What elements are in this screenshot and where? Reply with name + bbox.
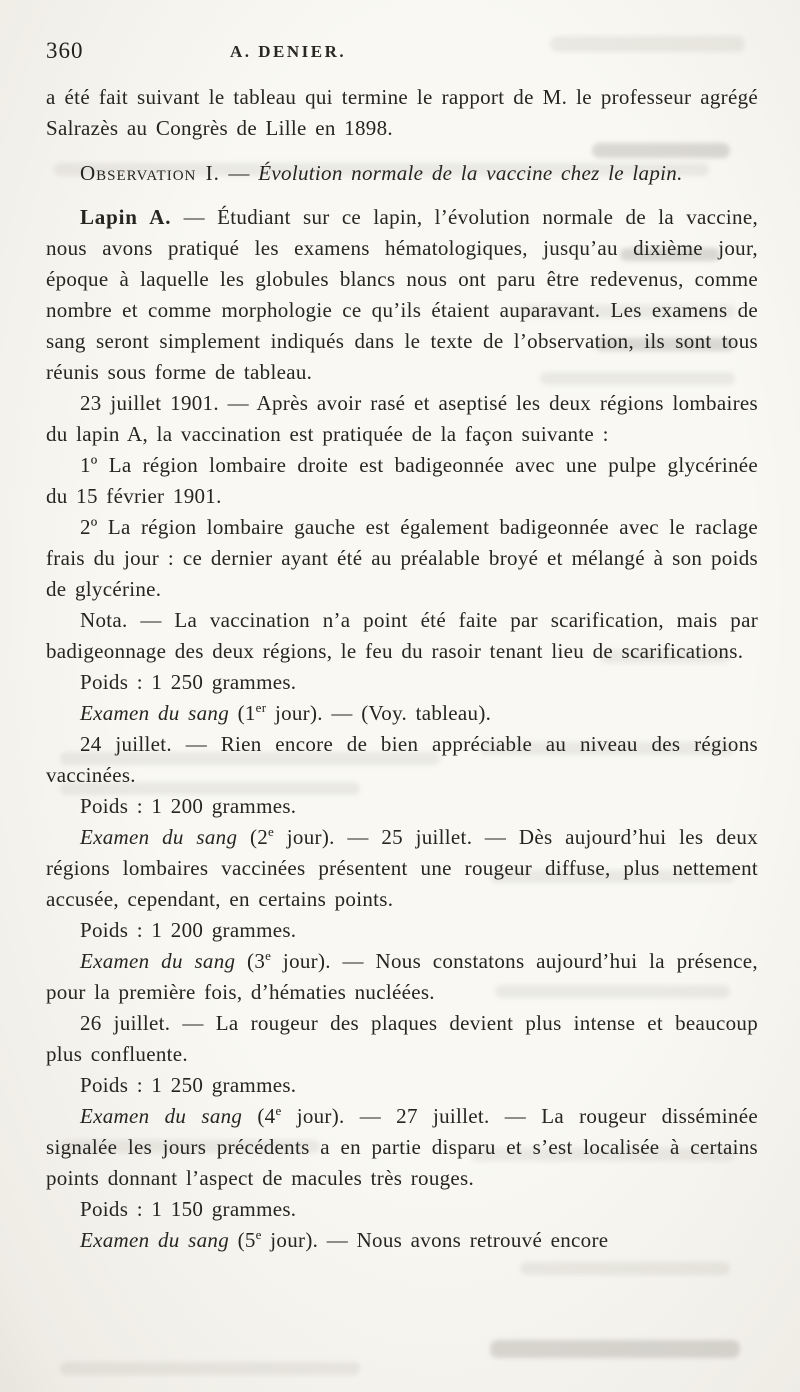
lapin-a-text: — Étudiant sur ce lapin, l’évolution normale de la vaccine, nous avons pratiqué les examens hématologiques, jusqu’au dixième jour, époque à laquelle les globules blancs nous ont paru être redevenus, comme nombre et comme morphologie ce qu’ils étaient auparavant. Les examens de sang seront simplement indiqués dans le texte de l’observation, ils sont tous réunis sous forme de tableau. bbox=[46, 205, 758, 384]
page-number: 360 bbox=[46, 38, 84, 63]
paragraph-examen-1 bbox=[46, 698, 758, 729]
examen-pre: (2 bbox=[237, 825, 269, 849]
paragraph-23-juillet: 23 juillet 1901. — Après avoir rasé et aseptisé les deux régions lombaires du lapin A, la vaccination est pratiquée de la façon suivante : bbox=[46, 391, 758, 446]
examen-ordinal-sup: e bbox=[265, 948, 272, 963]
examen-label: Examen du sang bbox=[80, 1228, 230, 1252]
page-header bbox=[46, 38, 756, 68]
paragraph-examen-4 bbox=[46, 1101, 758, 1194]
examen-pre: (1 bbox=[229, 701, 256, 725]
examen-pre: (3 bbox=[235, 949, 266, 973]
examen-label: Examen du sang bbox=[80, 825, 238, 849]
paragraph-examen-3 bbox=[46, 946, 758, 1008]
paragraph-poids-5: Poids : 1 150 grammes. bbox=[80, 1197, 297, 1221]
examen-text: jour). — 25 juillet. — Dès aujourd’hui les deux régions lombaires vaccinées présentent une rougeur diffuse, plus nettement accusée, cependant, en certains points. bbox=[46, 825, 758, 911]
paragraph-intro: a été fait suivant le tableau qui termine le rapport de M. le professeur agrégé Salrazès au Congrès de Lille en 1898. bbox=[46, 85, 758, 140]
paragraph-lapin-a bbox=[46, 202, 758, 388]
examen-ordinal-sup: e bbox=[268, 824, 275, 839]
paragraph-examen-5 bbox=[46, 1225, 758, 1256]
paragraph-poids-4: Poids : 1 250 grammes. bbox=[80, 1073, 297, 1097]
examen-text: jour). — 27 juillet. — La rougeur disséminée signalée les jours précédents a en partie disparu et s’est localisée à certains points donnant l’aspect de macules très rouges. bbox=[46, 1104, 758, 1190]
lapin-a-label: Lapin A. bbox=[80, 205, 172, 229]
bleedthrough-smudge bbox=[490, 1340, 740, 1358]
examen-ordinal-sup: er bbox=[255, 700, 267, 715]
paragraph-nota: Nota. — La vaccination n’a point été faite par scarification, mais par badigeonnage des deux régions, le feu du rasoir tenant lieu de scarifications. bbox=[46, 608, 758, 663]
examen-pre: (5 bbox=[229, 1228, 256, 1252]
paragraph-item-2: 2º La région lombaire gauche est également badigeonnée avec le raclage frais du jour : ce dernier ayant été au préalable broyé et mélangé à son poids de glycérine. bbox=[46, 515, 758, 601]
running-title: A. DENIER. bbox=[230, 42, 347, 61]
examen-label: Examen du sang bbox=[80, 1104, 243, 1128]
paragraph-poids-1: Poids : 1 250 grammes. bbox=[80, 670, 297, 694]
examen-label: Examen du sang bbox=[80, 701, 230, 725]
bleedthrough-smudge bbox=[60, 1362, 360, 1375]
examen-text: jour). — Nous constatons aujourd’hui la présence, pour la première fois, d’hématies nucléées. bbox=[46, 949, 758, 1004]
observation-label: Observation I. bbox=[80, 161, 220, 185]
paragraph-poids-3: Poids : 1 200 grammes. bbox=[80, 918, 297, 942]
paragraph-24-juillet: 24 juillet. — Rien encore de bien appréciable au niveau des régions vaccinées. bbox=[46, 732, 758, 787]
examen-pre: (4 bbox=[242, 1104, 276, 1128]
paragraph-item-1: 1º La région lombaire droite est badigeonnée avec une pulpe glycérinée du 15 février 1901. bbox=[46, 453, 758, 508]
examen-ordinal-sup: e bbox=[255, 1227, 262, 1242]
page-body bbox=[46, 82, 758, 1256]
examen-text: jour). — (Voy. tableau). bbox=[266, 701, 492, 725]
paragraph-poids-2: Poids : 1 200 grammes. bbox=[80, 794, 297, 818]
observation-heading bbox=[46, 158, 758, 189]
bleedthrough-smudge bbox=[520, 1262, 730, 1275]
paragraph-26-juillet: 26 juillet. — La rougeur des plaques devient plus intense et beaucoup plus confluente. bbox=[46, 1011, 758, 1066]
observation-title: Évolution normale de la vaccine chez le lapin. bbox=[258, 161, 683, 185]
examen-ordinal-sup: e bbox=[275, 1103, 282, 1118]
examen-label: Examen du sang bbox=[80, 949, 236, 973]
examen-text: jour). — Nous avons retrouvé encore bbox=[261, 1228, 609, 1252]
dash-separator: — bbox=[219, 161, 259, 185]
paragraph-examen-2 bbox=[46, 822, 758, 915]
